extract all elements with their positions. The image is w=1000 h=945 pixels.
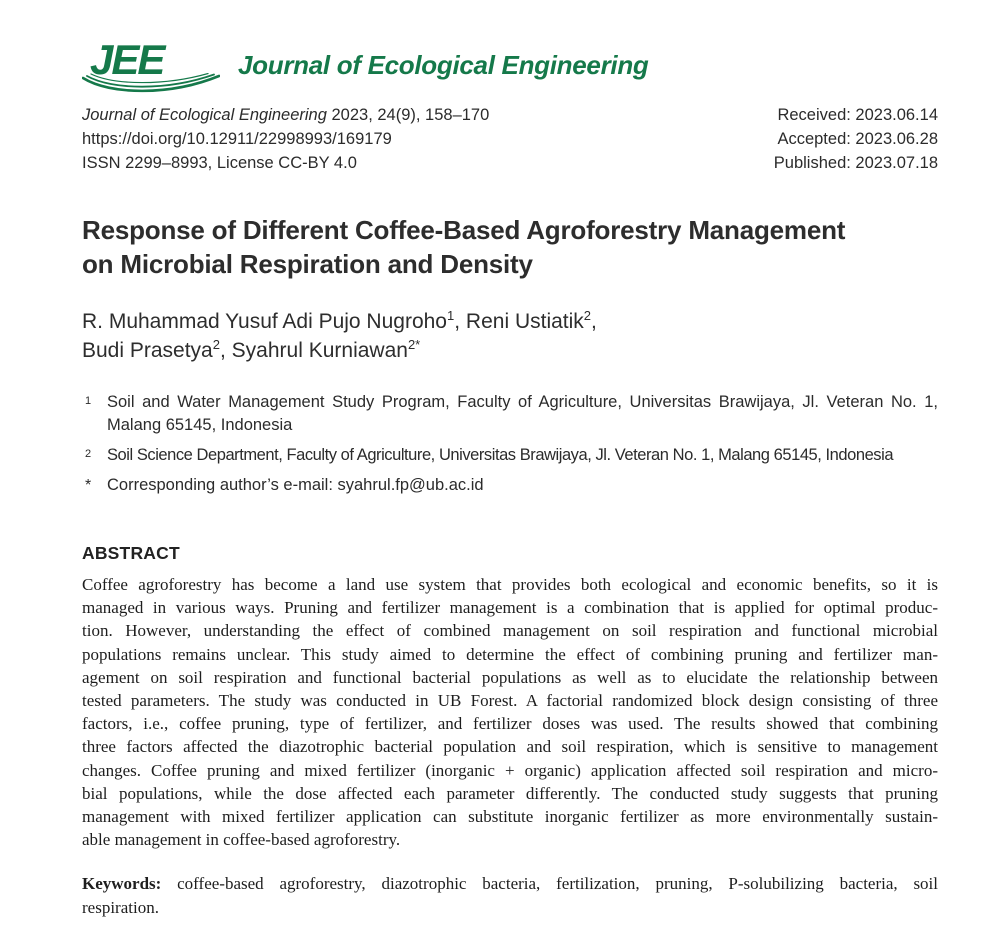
jee-logo xyxy=(82,36,222,95)
abstract-line: factors, i.e., coffee pruning, type of fertilizer, and fertilizer doses was used. The results showed that combining xyxy=(82,714,938,734)
affiliation-marker-star: * xyxy=(85,476,92,494)
authors xyxy=(82,307,938,365)
author-2-affil-sup: 2 xyxy=(583,307,592,323)
affiliation-item-1 xyxy=(82,391,938,437)
author-separator: , xyxy=(454,309,466,333)
keywords-text: coffee-based agroforestry, diazotrophic bacteria, fertilization, pruning, P-solubilizing bacteria, soil xyxy=(177,874,939,894)
citation-issn: ISSN 2299–8993, License CC-BY 4.0 xyxy=(82,153,357,172)
author-1-affil-sup: 1 xyxy=(447,307,455,323)
abstract-line: management with mixed fertilizer application can substitute inorganic fertilizer as more environmentally sustain- xyxy=(82,806,938,826)
affiliation-marker-1: 1 xyxy=(85,394,92,407)
paper-title-line-2: on Microbial Respiration and Density xyxy=(82,248,533,279)
abstract-line: tested parameters. The study was conducted in UB Forest. A factorial randomized block design consisting of three xyxy=(82,690,938,710)
jee-swoosh-icon xyxy=(82,73,222,95)
abstract-line: populations remains unclear. This study aimed to determine the effect of combining pruning and fertilizer man- xyxy=(82,644,938,664)
keywords-label: Keywords: xyxy=(82,874,162,894)
abstract-section xyxy=(82,543,938,851)
abstract-line: Coffee agroforestry has become a land use system that provides both ecological and economic benefits, so it is xyxy=(82,574,938,594)
date-received: Received: 2023.06.14 xyxy=(777,105,938,124)
citation-line xyxy=(82,103,489,127)
citation-row xyxy=(82,103,938,175)
dates-block xyxy=(774,103,938,175)
affiliation-text-1: Soil and Water Management Study Program, Faculty of Agriculture, Universitas Brawijaya, Jl. Veteran No. 1, Malang 65145, Indonesia xyxy=(107,392,938,434)
author-name-1: R. Muhammad Yusuf Adi Pujo Nugroho xyxy=(82,309,447,333)
author-name-4: Syahrul Kurniawan xyxy=(231,338,408,362)
affiliations xyxy=(82,391,938,497)
citation-volume-info: 2023, 24(9), 158–170 xyxy=(326,105,490,124)
corresponding-author-email: Corresponding author’s e-mail: syahrul.fp@ub.ac.id xyxy=(107,475,484,494)
author-4-affil-sup: 2* xyxy=(407,336,421,352)
abstract-line: tion. However, understanding the effect of combined management on soil respiration and functional microbial xyxy=(82,621,938,641)
date-published: Published: 2023.07.18 xyxy=(773,153,938,172)
citation-journal-italic: Journal of Ecological Engineering xyxy=(82,105,327,124)
abstract-line: agement on soil respiration and functional bacterial populations as well as to elucidate the relationship between xyxy=(82,667,938,687)
abstract-line: able management in coffee-based agroforestry. xyxy=(82,830,401,850)
paper-title xyxy=(82,213,938,281)
affiliation-item-2 xyxy=(82,444,938,467)
authors-line-1 xyxy=(82,307,938,336)
keywords-paragraph xyxy=(82,872,938,918)
authors-line-2 xyxy=(82,336,938,365)
citation-doi: https://doi.org/10.12911/22998993/169179 xyxy=(82,129,392,148)
author-separator: , xyxy=(591,309,597,333)
author-3-affil-sup: 2 xyxy=(212,336,220,352)
affiliation-marker-2: 2 xyxy=(85,447,91,460)
abstract-line: three factors affected the diazotrophic bacterial population and soil respiration, which is sensitive to management xyxy=(82,737,938,757)
author-name-2: Reni Ustiatik xyxy=(465,309,584,333)
abstract-paragraph xyxy=(82,573,938,851)
citation-block xyxy=(82,103,489,175)
author-separator: , xyxy=(220,338,232,362)
journal-name: Journal of Ecological Engineering xyxy=(238,49,649,80)
abstract-line: changes. Coffee pruning and mixed fertilizer (inorganic + organic) application affected soil respiration and micro- xyxy=(82,760,938,780)
keywords-line-2: respiration. xyxy=(82,897,159,917)
abstract-heading: ABSTRACT xyxy=(82,542,180,563)
abstract-line: bial populations, while the dose affected each parameter differently. The conducted study suggests that pruning xyxy=(82,783,938,803)
author-name-3: Budi Prasetya xyxy=(82,338,213,362)
journal-header xyxy=(82,36,938,95)
affiliation-item-corresponding xyxy=(82,474,938,497)
keywords-line-1 xyxy=(82,872,938,895)
paper-title-line-1: Response of Different Coffee-Based Agroforestry Management xyxy=(82,214,846,245)
jee-logo-text: JEE xyxy=(90,36,164,83)
date-accepted: Accepted: 2023.06.28 xyxy=(777,129,938,148)
affiliation-text-2: Soil Science Department, Faculty of Agriculture, Universitas Brawijaya, Jl. Veteran No. 1, Malang 65145, Indonesia xyxy=(107,445,894,464)
abstract-line: managed in various ways. Pruning and fertilizer management is a combination that is applied for optimal produc- xyxy=(82,598,938,618)
